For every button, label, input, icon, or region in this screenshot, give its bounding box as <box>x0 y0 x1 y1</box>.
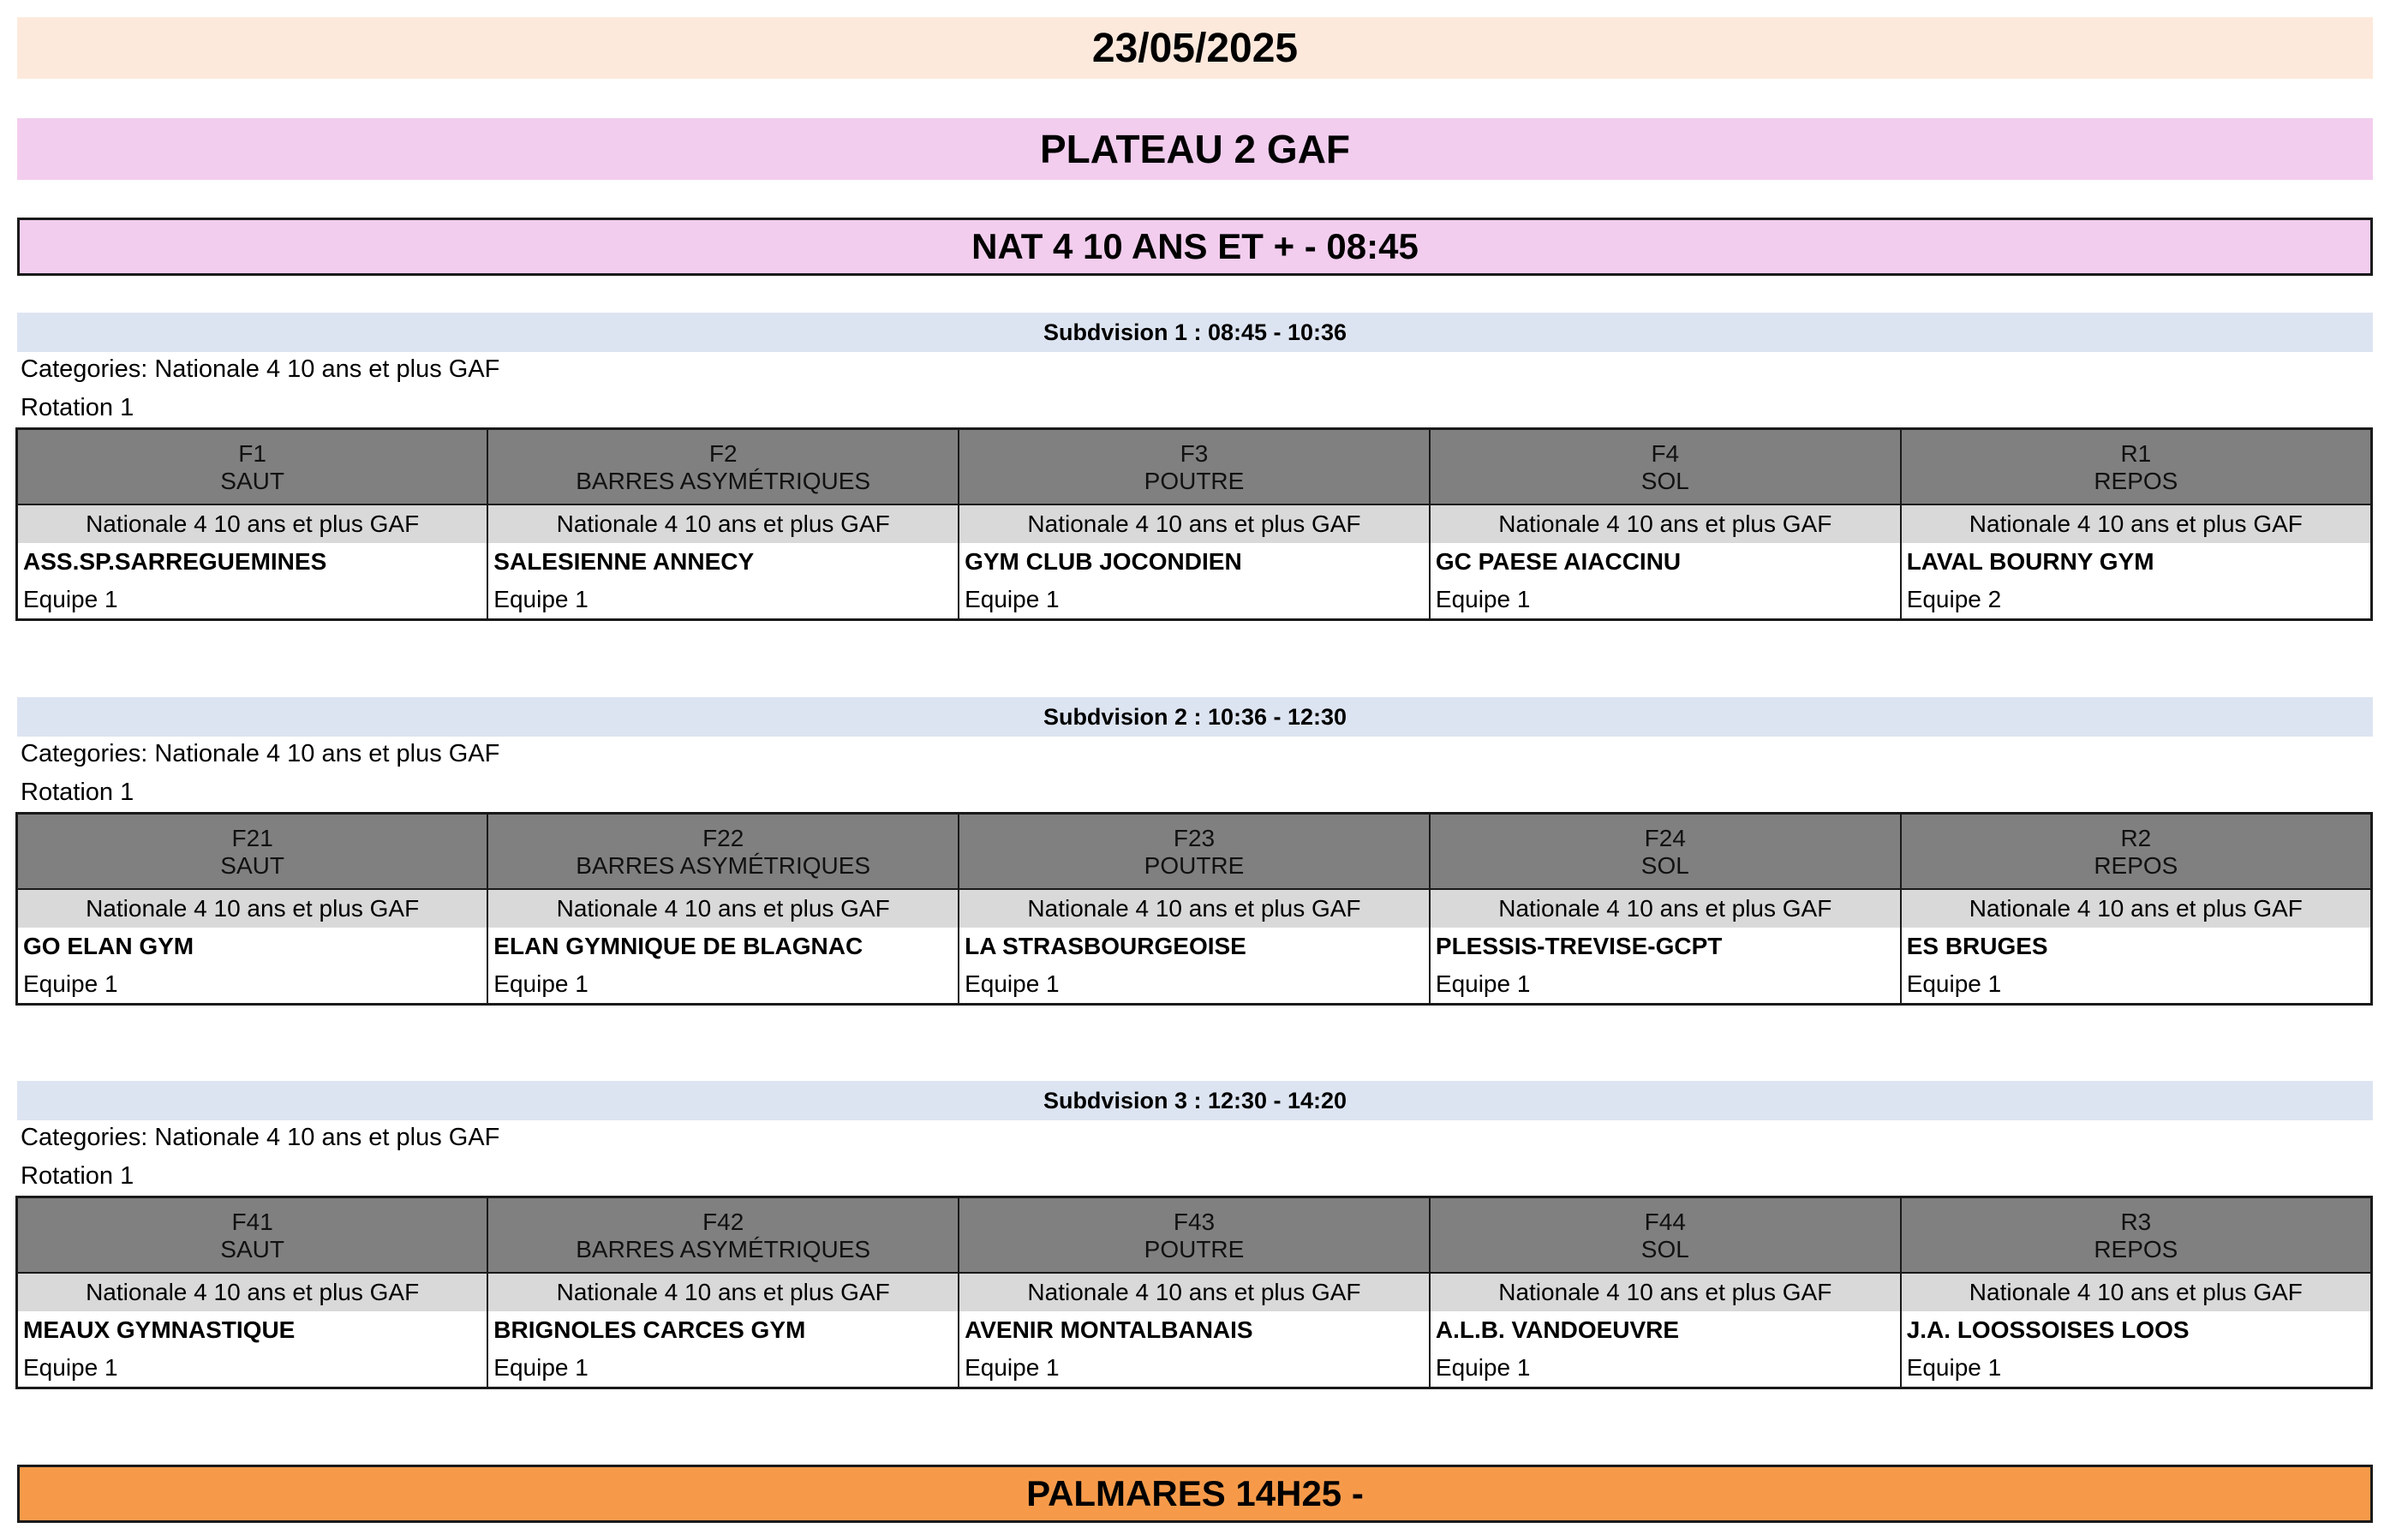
category-cell: Nationale 4 10 ans et plus GAF <box>959 1273 1430 1311</box>
club-name: GC PAESE AIACCINU <box>1430 543 1901 581</box>
club-name: GO ELAN GYM <box>17 928 488 965</box>
table-row <box>17 1349 2372 1388</box>
table-row <box>17 581 2372 620</box>
apparatus-name: SAUT <box>17 1236 488 1273</box>
category-cell: Nationale 4 10 ans et plus GAF <box>1901 889 2372 928</box>
table-row <box>17 1236 2372 1273</box>
table-row <box>17 889 2372 928</box>
apparatus-code: F3 <box>959 429 1430 469</box>
team-name: Equipe 1 <box>1901 1349 2372 1388</box>
categories-line: Categories: Nationale 4 10 ans et plus GAF <box>21 1124 500 1151</box>
team-name: Equipe 1 <box>487 965 959 1005</box>
apparatus-name: REPOS <box>1901 852 2372 889</box>
date-banner: 23/05/2025 <box>17 17 2373 79</box>
table-row <box>17 928 2372 965</box>
team-name: Equipe 1 <box>1430 1349 1901 1388</box>
apparatus-code: F2 <box>487 429 959 469</box>
apparatus-name: REPOS <box>1901 468 2372 504</box>
apparatus-name: POUTRE <box>959 1236 1430 1273</box>
apparatus-name: POUTRE <box>959 852 1430 889</box>
categories-line: Categories: Nationale 4 10 ans et plus GAF <box>21 740 500 767</box>
apparatus-name: BARRES ASYMÉTRIQUES <box>487 468 959 504</box>
table-row <box>17 504 2372 543</box>
apparatus-name: SOL <box>1430 468 1901 504</box>
category-cell: Nationale 4 10 ans et plus GAF <box>1901 504 2372 543</box>
category-cell: Nationale 4 10 ans et plus GAF <box>17 889 488 928</box>
category-cell: Nationale 4 10 ans et plus GAF <box>487 889 959 928</box>
category-cell: Nationale 4 10 ans et plus GAF <box>959 889 1430 928</box>
club-name: GYM CLUB JOCONDIEN <box>959 543 1430 581</box>
category-cell: Nationale 4 10 ans et plus GAF <box>1430 1273 1901 1311</box>
apparatus-name: BARRES ASYMÉTRIQUES <box>487 852 959 889</box>
apparatus-code: F1 <box>17 429 488 469</box>
table-row <box>17 429 2372 469</box>
apparatus-code: F44 <box>1430 1197 1901 1237</box>
apparatus-code: R2 <box>1901 814 2372 853</box>
apparatus-code: F22 <box>487 814 959 853</box>
subdivision-title: Subdvision 2 : 10:36 - 12:30 <box>17 697 2373 737</box>
team-name: Equipe 1 <box>959 965 1430 1005</box>
table-row <box>17 468 2372 504</box>
category-cell: Nationale 4 10 ans et plus GAF <box>17 1273 488 1311</box>
rotation-table <box>15 812 2373 1006</box>
palmares-banner: PALMARES 14H25 - <box>17 1465 2373 1523</box>
apparatus-code: F4 <box>1430 429 1901 469</box>
club-name: LA STRASBOURGEOISE <box>959 928 1430 965</box>
team-name: Equipe 1 <box>959 1349 1430 1388</box>
category-cell: Nationale 4 10 ans et plus GAF <box>1430 889 1901 928</box>
club-name: ES BRUGES <box>1901 928 2372 965</box>
apparatus-code: F23 <box>959 814 1430 853</box>
table-row <box>17 965 2372 1005</box>
table-row <box>17 814 2372 853</box>
category-cell: Nationale 4 10 ans et plus GAF <box>1901 1273 2372 1311</box>
apparatus-code: F21 <box>17 814 488 853</box>
subdivision-title: Subdvision 1 : 08:45 - 10:36 <box>17 313 2373 352</box>
team-name: Equipe 1 <box>17 965 488 1005</box>
apparatus-name: SAUT <box>17 468 488 504</box>
rotation-line: Rotation 1 <box>21 1162 134 1190</box>
subdivision-title: Subdvision 3 : 12:30 - 14:20 <box>17 1081 2373 1120</box>
club-name: ASS.SP.SARREGUEMINES <box>17 543 488 581</box>
table-row <box>17 852 2372 889</box>
team-name: Equipe 1 <box>1430 965 1901 1005</box>
club-name: BRIGNOLES CARCES GYM <box>487 1311 959 1349</box>
club-name: MEAUX GYMNASTIQUE <box>17 1311 488 1349</box>
categories-line: Categories: Nationale 4 10 ans et plus GAF <box>21 355 500 383</box>
apparatus-name: SOL <box>1430 852 1901 889</box>
rotation-line: Rotation 1 <box>21 394 134 421</box>
team-name: Equipe 1 <box>1430 581 1901 620</box>
rotation-table <box>15 1196 2373 1389</box>
team-name: Equipe 1 <box>959 581 1430 620</box>
apparatus-code: F42 <box>487 1197 959 1237</box>
apparatus-name: SOL <box>1430 1236 1901 1273</box>
club-name: ELAN GYMNIQUE DE BLAGNAC <box>487 928 959 965</box>
club-name: J.A. LOOSSOISES LOOS <box>1901 1311 2372 1349</box>
table-row <box>17 1197 2372 1237</box>
table-row <box>17 543 2372 581</box>
category-cell: Nationale 4 10 ans et plus GAF <box>487 504 959 543</box>
apparatus-name: SAUT <box>17 852 488 889</box>
apparatus-name: BARRES ASYMÉTRIQUES <box>487 1236 959 1273</box>
category-cell: Nationale 4 10 ans et plus GAF <box>487 1273 959 1311</box>
apparatus-code: R3 <box>1901 1197 2372 1237</box>
category-cell: Nationale 4 10 ans et plus GAF <box>17 504 488 543</box>
plateau-banner: PLATEAU 2 GAF <box>17 118 2373 180</box>
apparatus-name: REPOS <box>1901 1236 2372 1273</box>
club-name: PLESSIS-TREVISE-GCPT <box>1430 928 1901 965</box>
team-name: Equipe 2 <box>1901 581 2372 620</box>
apparatus-code: F24 <box>1430 814 1901 853</box>
table-row <box>17 1311 2372 1349</box>
team-name: Equipe 1 <box>487 581 959 620</box>
apparatus-code: F41 <box>17 1197 488 1237</box>
apparatus-name: POUTRE <box>959 468 1430 504</box>
rotation-table <box>15 427 2373 621</box>
team-name: Equipe 1 <box>487 1349 959 1388</box>
team-name: Equipe 1 <box>17 581 488 620</box>
club-name: A.L.B. VANDOEUVRE <box>1430 1311 1901 1349</box>
category-cell: Nationale 4 10 ans et plus GAF <box>1430 504 1901 543</box>
club-name: SALESIENNE ANNECY <box>487 543 959 581</box>
category-cell: Nationale 4 10 ans et plus GAF <box>959 504 1430 543</box>
club-name: AVENIR MONTALBANAIS <box>959 1311 1430 1349</box>
team-name: Equipe 1 <box>1901 965 2372 1005</box>
competition-banner: NAT 4 10 ANS ET + - 08:45 <box>17 218 2373 276</box>
table-row <box>17 1273 2372 1311</box>
club-name: LAVAL BOURNY GYM <box>1901 543 2372 581</box>
apparatus-code: F43 <box>959 1197 1430 1237</box>
apparatus-code: R1 <box>1901 429 2372 469</box>
team-name: Equipe 1 <box>17 1349 488 1388</box>
rotation-line: Rotation 1 <box>21 779 134 806</box>
